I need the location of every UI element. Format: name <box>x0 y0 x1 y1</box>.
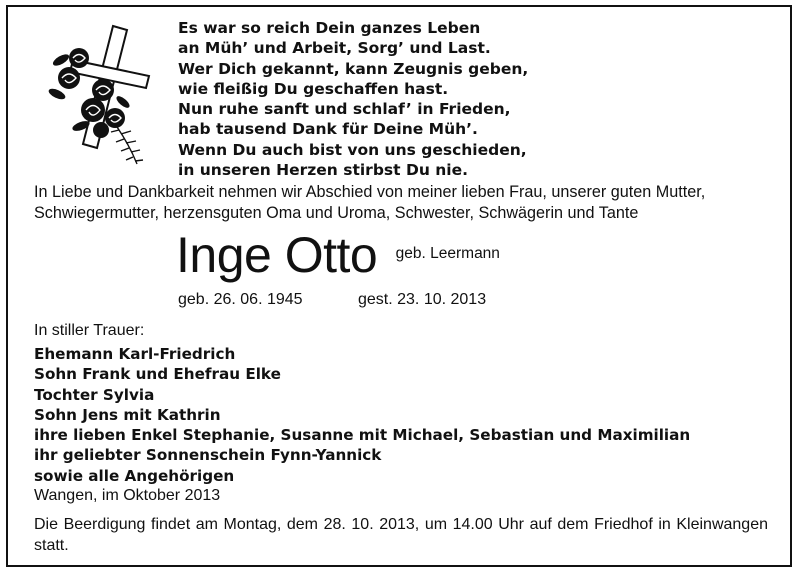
poem-line: Nun ruhe sanft und schlaf’ in Frieden, <box>178 100 511 119</box>
intro-line: Schwiegermutter, herzensguten Oma und Uroma, Schwester, Schwägerin und Tante <box>34 204 639 222</box>
maiden-name: geb. Leermann <box>395 245 500 262</box>
mourner: Ehemann Karl-Friedrich <box>34 345 236 363</box>
intro-line: In Liebe und Dankbarkeit nehmen wir Abschied von meiner lieben Frau, unserer guten Mutter, <box>34 183 706 201</box>
poem-line: Wer Dich gekannt, kann Zeugnis geben, <box>178 59 529 78</box>
mourner: Tochter Sylvia <box>34 385 155 404</box>
place-and-date: Wangen, im Oktober 2013 <box>34 487 221 504</box>
mourners-list <box>34 344 690 486</box>
mourner: sowie alle Angehörigen <box>34 466 235 485</box>
poem-line: Wenn Du auch bist von uns geschieden, <box>178 140 527 159</box>
intro-text <box>34 182 774 224</box>
mourning-label: In stiller Trauer: <box>34 322 145 339</box>
poem <box>178 18 528 180</box>
mourner: ihre lieben Enkel Stephanie, Susanne mit Michael, Sebastian und Maximilian <box>34 426 691 445</box>
mourner: Sohn Jens mit Kathrin <box>34 405 221 424</box>
mourner: ihr geliebter Sonnenschein Fynn-Yannick <box>34 446 382 465</box>
deceased-name: Inge Otto <box>176 227 378 283</box>
cross-with-roses-icon <box>45 18 155 168</box>
birth-date: geb. 26. 06. 1945 <box>178 291 303 308</box>
deceased-heading <box>176 226 500 284</box>
poem-line: Es war so reich Dein ganzes Leben <box>178 19 481 37</box>
poem-line: an Müh’ und Arbeit, Sorg’ und Last. <box>178 39 491 58</box>
poem-line: hab tausend Dank für Deine Müh’. <box>178 120 478 139</box>
funeral-notice: Die Beerdigung findet am Montag, dem 28. 10. 2013, um 14.00 Uhr auf dem Friedhof in Kleinwangen statt. <box>34 516 768 554</box>
poem-line: wie fleißig Du geschaffen hast. <box>178 79 449 98</box>
death-date: gest. 23. 10. 2013 <box>358 291 487 308</box>
mourner: Sohn Frank und Ehefrau Elke <box>34 365 281 384</box>
poem-line: in unseren Herzen stirbst Du nie. <box>178 161 468 180</box>
